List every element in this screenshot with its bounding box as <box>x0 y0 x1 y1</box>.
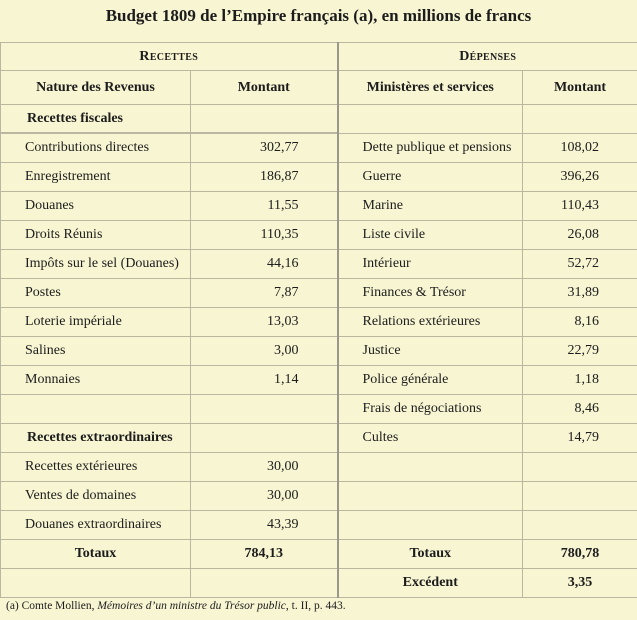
table-row <box>1 337 637 366</box>
column-header-row <box>1 71 637 105</box>
depense-name: Guerre <box>338 163 523 192</box>
recette-value: 186,87 <box>191 163 338 192</box>
depense-name: Liste civile <box>338 221 523 250</box>
table-row <box>1 221 637 250</box>
recette-value: 110,35 <box>191 221 338 250</box>
depense-value: 52,72 <box>523 250 637 279</box>
recette-value: 1,14 <box>191 366 338 395</box>
depense-name: Cultes <box>338 424 523 453</box>
footnote <box>6 600 346 612</box>
recette-value: 11,55 <box>191 192 338 221</box>
depense-name: Police générale <box>338 366 523 395</box>
column-header-montant-recettes: Montant <box>191 71 338 105</box>
depense-name: Intérieur <box>338 250 523 279</box>
recette-value: 30,00 <box>191 453 338 482</box>
recette-name: Enregistrement <box>1 163 191 192</box>
table-row <box>1 134 637 163</box>
recette-value: 30,00 <box>191 482 338 511</box>
table-row <box>1 279 637 308</box>
table-row <box>1 482 637 511</box>
recette-name: Recettes extérieures <box>1 453 191 482</box>
recette-name: Postes <box>1 279 191 308</box>
recettes-extraordinaires-label: Recettes extraordinaires <box>1 424 191 453</box>
depense-value: 108,02 <box>523 134 637 163</box>
totaux-recettes-value: 784,13 <box>191 540 338 569</box>
recette-name: Loterie impériale <box>1 308 191 337</box>
recette-name: Droits Réunis <box>1 221 191 250</box>
budget-table <box>0 42 637 598</box>
table-row <box>1 192 637 221</box>
totals-row <box>1 540 637 569</box>
recette-name: Douanes extraordinaires <box>1 511 191 540</box>
recette-name: Douanes <box>1 192 191 221</box>
depense-value: 8,16 <box>523 308 637 337</box>
footnote-work: Mémoires d’un ministre du Trésor public <box>97 600 286 612</box>
table-row <box>1 308 637 337</box>
column-header-montant-depenses: Montant <box>523 71 637 105</box>
footnote-suffix: , t. II, p. 443. <box>285 600 346 612</box>
recette-value: 43,39 <box>191 511 338 540</box>
depense-value: 1,18 <box>523 366 637 395</box>
depense-value: 396,26 <box>523 163 637 192</box>
depense-value: 26,08 <box>523 221 637 250</box>
depense-value: 8,46 <box>523 395 637 424</box>
column-header-ministeres: Ministères et services <box>338 71 523 105</box>
column-header-nature: Nature des Revenus <box>1 71 191 105</box>
section-header-row <box>1 43 637 71</box>
depenses-header: Dépenses <box>338 43 637 71</box>
depense-name: Relations extérieures <box>338 308 523 337</box>
recette-value: 44,16 <box>191 250 338 279</box>
depense-name: Frais de négociations <box>338 395 523 424</box>
recettes-fiscales-label: Recettes fiscales <box>1 105 191 133</box>
depense-name: Dette publique et pensions <box>338 134 523 163</box>
excedent-row <box>1 569 637 598</box>
recettes-header: Recettes <box>1 43 338 71</box>
depense-value: 22,79 <box>523 337 637 366</box>
recette-value: 3,00 <box>191 337 338 366</box>
depense-value: 14,79 <box>523 424 637 453</box>
recette-value: 7,87 <box>191 279 338 308</box>
recette-value: 302,77 <box>191 134 338 163</box>
table-row <box>1 511 637 540</box>
recette-name: Contributions directes <box>1 134 191 163</box>
depense-value: 110,43 <box>523 192 637 221</box>
recette-name: Ventes de domaines <box>1 482 191 511</box>
depense-value: 31,89 <box>523 279 637 308</box>
totaux-recettes-label: Totaux <box>1 540 191 569</box>
page-title: Budget 1809 de l’Empire français (a), en millions de francs <box>105 6 532 25</box>
excedent-label: Excédent <box>338 569 523 598</box>
depense-name: Justice <box>338 337 523 366</box>
table-row <box>1 105 637 133</box>
totaux-depenses-label: Totaux <box>338 540 523 569</box>
table-row <box>1 424 637 453</box>
table-row <box>1 395 637 424</box>
table-row <box>1 453 637 482</box>
excedent-value: 3,35 <box>523 569 637 598</box>
recette-value: 13,03 <box>191 308 338 337</box>
recette-name: Salines <box>1 337 191 366</box>
depense-name: Marine <box>338 192 523 221</box>
table-row <box>1 163 637 192</box>
depense-name: Finances & Trésor <box>338 279 523 308</box>
table-row <box>1 250 637 279</box>
footnote-prefix: (a) Comte Mollien, <box>6 600 98 612</box>
recette-name: Impôts sur le sel (Douanes) <box>1 250 191 279</box>
totaux-depenses-value: 780,78 <box>523 540 637 569</box>
recette-name: Monnaies <box>1 366 191 395</box>
table-row <box>1 366 637 395</box>
